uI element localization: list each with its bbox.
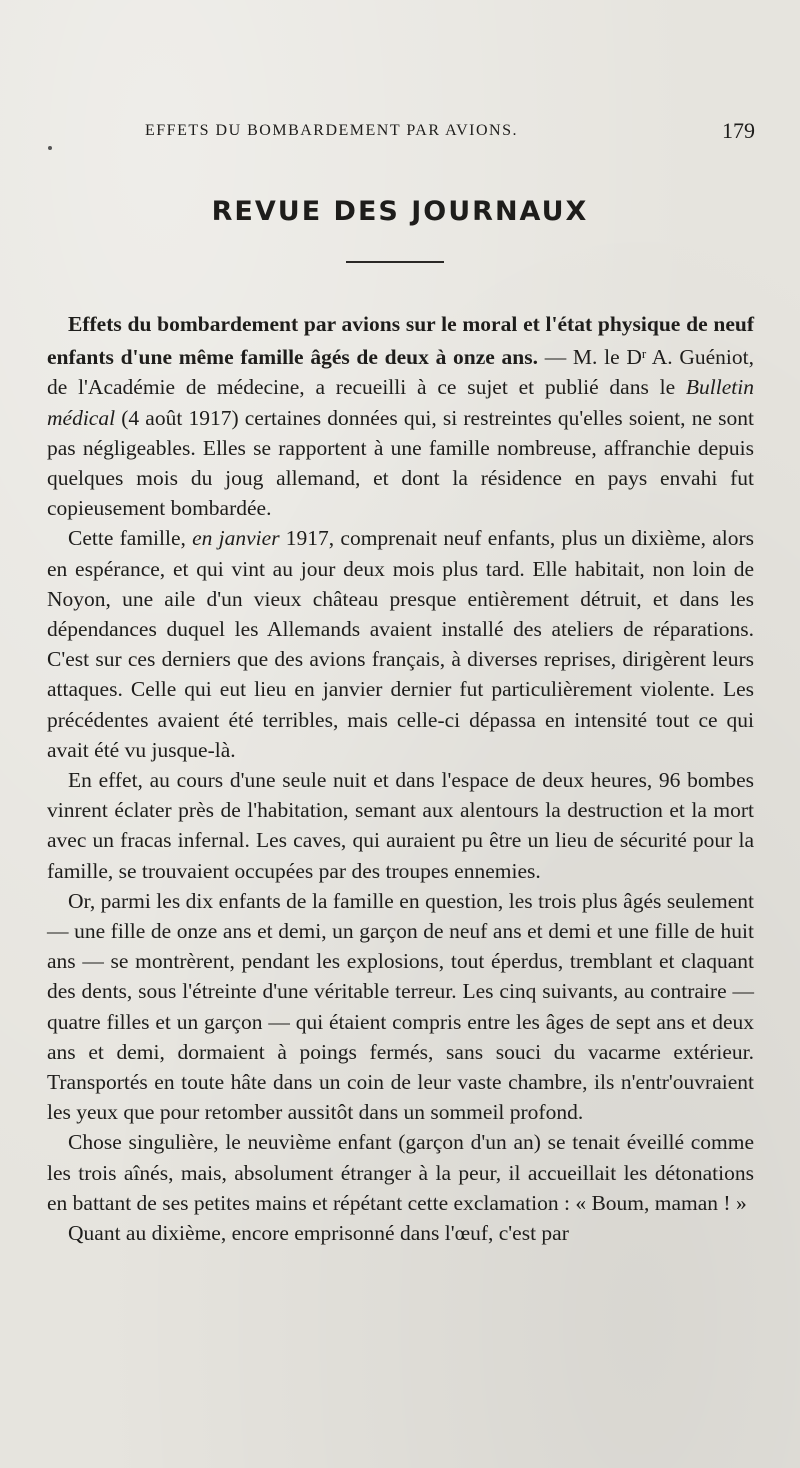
p2-date: en janvier: [192, 526, 280, 551]
article-body: [47, 309, 754, 1248]
paragraph-2: [47, 523, 754, 765]
journal-name: Bulletin médical: [47, 375, 754, 430]
paragraph-1: [47, 309, 754, 523]
p2-text-b: 1917, comprenait neuf enfants, plus un dixième, alors en espérance, et qui vint au jour deux mois plus tard. Elle habitait, non loin de Noyon, une aile d'un vieux château presque entièrement détruit, et dans les dépendances duquel les Allemands avaient installé des ateliers de réparations. C'est sur ces derniers que des avions français, à diverses reprises, dirigèrent leurs attaques. Celle qui eut lieu en janvier dernier fut particulièrement violente. Les précédentes avaient été terribles, mais celle-ci dépassa en intensité tout ce qui avait été vu jusque-là.: [47, 526, 754, 762]
running-title: EFFETS DU BOMBARDEMENT PAR AVIONS.: [145, 122, 518, 139]
p1-text-c: (4 août 1917) certaines données qui, si restreintes qu'elles soient, ne sont pas négligeables. Elles se rapportent à une famille nombreuse, affranchie depuis quelques mois du joug allemand, et dont la résidence en pays envahi fut copieusement bombardée.: [47, 405, 754, 521]
p1-superscript: r: [641, 346, 647, 362]
section-title: REVUE DES JOURNAUX: [211, 196, 589, 227]
page-speck: [48, 146, 52, 150]
running-head: [145, 118, 755, 146]
paragraph-4: Or, parmi les dix enfants de la famille en question, les trois plus âgés seulement — une fille de onze ans et demi, un garçon de neuf ans et demi et une fille de huit ans — se montrèrent, pendant les explosions, tout éperdus, tremblant et claquant des dents, sous l'étreinte d'une véritable terreur. Les cinq suivants, au contraire — quatre filles et un garçon — qui étaient compris entre les âges de sept ans et deux ans et demi, dormaient à poings fermés, sans souci du vacarme extérieur. Transportés en toute hâte dans un coin de leur vaste chambre, ils n'entr'ouvraient les yeux que pour retomber aussitôt dans un sommeil profond.: [47, 888, 754, 1125]
paragraph-5: Chose singulière, le neuvième enfant (garçon d'un an) se tenait éveillé comme les trois aînés, mais, absolument étranger à la peur, il accueillait les détonations en battant de ses petites mains et répétant cette exclamation : « Boum, maman ! »: [47, 1130, 754, 1215]
p1-text-a: — M. le D: [537, 345, 642, 370]
page-number: 179: [722, 118, 755, 143]
p1-text-b: A. Guéniot, de l'Académie de médecine, a recueilli à ce sujet et publié dans le: [47, 345, 754, 400]
paragraph-3: En effet, au cours d'une seule nuit et dans l'espace de deux heures, 96 bombes vinrent éclater près de l'habitation, semant aux alentours la destruction et la mort avec un fracas infernal. Les caves, qui auraient pu être un lieu de sécurité pour la famille, se trouvaient occupées par des troupes ennemies.: [47, 768, 754, 883]
article-lead-title: Effets du bombardement par avions sur le moral et l'état physique de neuf enfants d'une même famille âgés de deux à onze ans.: [47, 312, 754, 370]
paragraph-6: Quant au dixième, encore emprisonné dans l'œuf, c'est par: [68, 1221, 569, 1246]
p2-text-a: Cette famille,: [68, 526, 193, 551]
title-rule: [346, 261, 444, 263]
